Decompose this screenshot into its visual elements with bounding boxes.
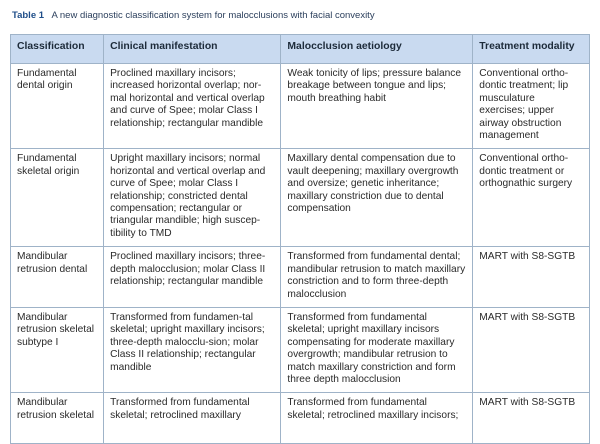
cell-treatment: MART with S8-SGTB [473, 247, 590, 308]
cell-treatment: MART with S8-SGTB [473, 393, 590, 444]
cell-aetiology: Transformed from fundamental skeletal; upright maxillary incisors compensating for moderate maxillary overgrowth; mandibular retrusion to match maxillary constriction and form three depth malocclusion [281, 307, 473, 392]
cell-classification: Fundamental dental origin [11, 64, 104, 149]
cell-clinical: Transformed from fundamen-tal skeletal; upright maxillary incisors; three-depth malocclu-sion; molar Class II relationship; rectangular mandible [104, 307, 281, 392]
table-row [11, 64, 590, 149]
classification-table [10, 34, 590, 444]
cell-aetiology: Weak tonicity of lips; pressure balance breakage between tongue and lips; mouth breathing habit [281, 64, 473, 149]
header-malocclusion-aetiology: Malocclusion aetiology [281, 35, 473, 64]
cell-classification: Mandibular retrusion skeletal subtype I [11, 307, 104, 392]
cell-classification: Fundamental skeletal origin [11, 149, 104, 247]
table-caption-text: A new diagnostic classification system for malocclusions with facial convexity [51, 10, 375, 21]
cell-aetiology: Transformed from fundamental dental; mandibular retrusion to match maxillary constriction and to form three-depth malocclusion [281, 247, 473, 308]
table-row [11, 149, 590, 247]
cell-aetiology: Maxillary dental compensation due to vault deepening; maxillary overgrowth and oversize; genetic inheritance; maxillary constriction due to dental compensation [281, 149, 473, 247]
table-header-row [11, 35, 590, 64]
header-clinical-manifestation: Clinical manifestation [104, 35, 281, 64]
table-row [11, 393, 590, 444]
cell-clinical: Transformed from fundamental skeletal; retroclined maxillary [104, 393, 281, 444]
header-classification: Classification [11, 35, 104, 64]
cell-classification: Mandibular retrusion skeletal [11, 393, 104, 444]
table-caption-label: Table 1 [12, 10, 45, 21]
table-row [11, 307, 590, 392]
cell-treatment: Conventional ortho-dontic treatment or orthognathic surgery [473, 149, 590, 247]
cell-clinical: Proclined maxillary incisors; increased horizontal overlap; nor-mal horizontal and vertical overlap and curve of Spee; molar Class I relationship; rectangular mandible [104, 64, 281, 149]
header-treatment-modality: Treatment modality [473, 35, 590, 64]
cell-clinical: Upright maxillary incisors; normal horizontal and vertical overlap and curve of Spee; molar Class I relationship; constricted dental compensation; rectangular or triangular mandible; high suscep-tibility to TMD [104, 149, 281, 247]
cell-aetiology: Transformed from fundamental skeletal; retroclined maxillary incisors; [281, 393, 473, 444]
table-row [11, 247, 590, 308]
table-caption [12, 10, 375, 21]
cell-clinical: Proclined maxillary incisors; three-depth malocclusion; molar Class II relationship; rectangular mandible [104, 247, 281, 308]
cell-classification: Mandibular retrusion dental [11, 247, 104, 308]
cell-treatment: Conventional ortho-dontic treatment; lip musculature exercises; upper airway obstruction management [473, 64, 590, 149]
cell-treatment: MART with S8-SGTB [473, 307, 590, 392]
